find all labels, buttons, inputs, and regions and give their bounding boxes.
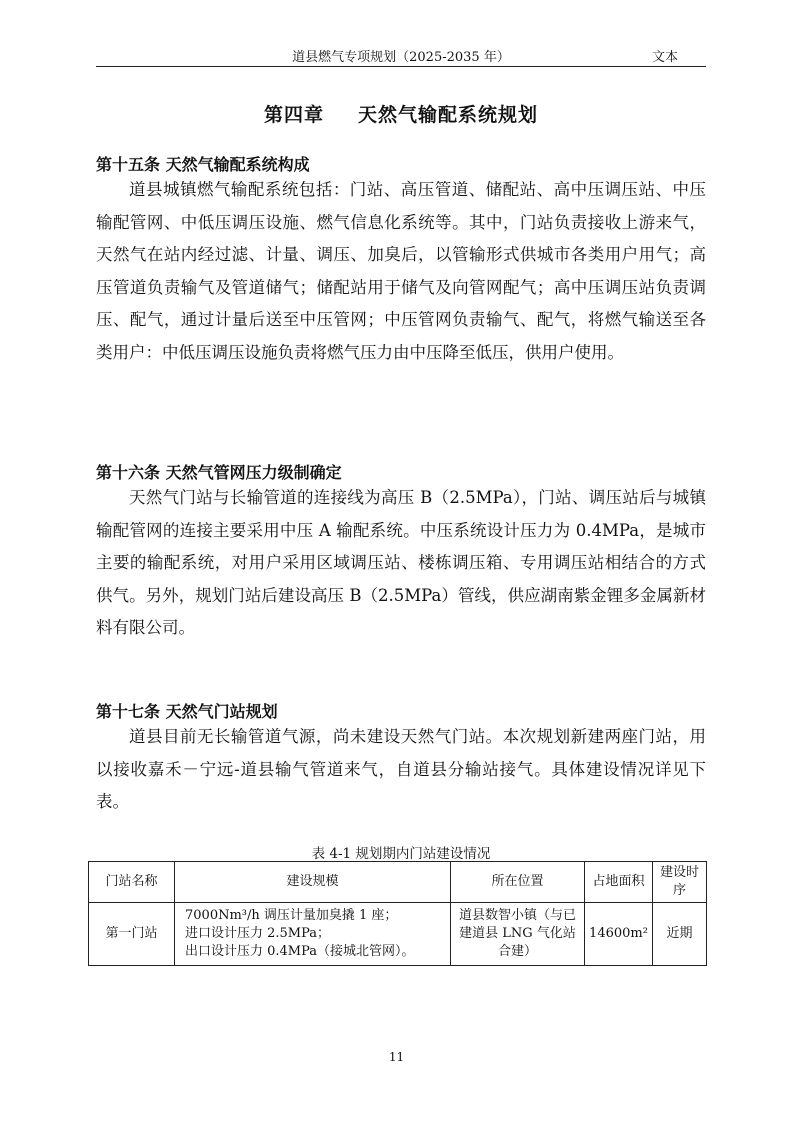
cell-name: 第一门站 [89, 903, 175, 966]
chapter-number: 第四章 [263, 104, 324, 126]
header-scale: 建设规模 [175, 862, 451, 903]
cell-sequence: 近期 [653, 903, 707, 966]
header-location: 所在位置 [451, 862, 585, 903]
cell-scale-line: 出口设计压力 0.4MPa（接城北管网）。 [185, 944, 415, 959]
chapter-heading [96, 100, 706, 127]
cell-scale-line: 进口设计压力 2.5MPa； [185, 926, 331, 941]
chapter-title: 天然气输配系统规划 [358, 104, 539, 126]
table-row [89, 903, 707, 966]
page-number: 11 [388, 1050, 405, 1064]
cell-scale-line: 7000Nm³/h 调压计量加臭撬 1 座； [185, 908, 398, 923]
cell-location: 道县数智小镇（与已建道县 LNG 气化站合建） [451, 903, 585, 966]
cell-area: 14600m² [585, 903, 653, 966]
cell-scale [175, 903, 451, 966]
header-area: 占地面积 [585, 862, 653, 903]
section-17-title: 第十七条 天然气门站规划 [96, 702, 278, 721]
table-header-row [89, 862, 707, 903]
section-16-body: 天然气门站与长输管道的连接线为高压 B（2.5MPa），门站、调压站后与城镇输配管网的连接主要采用中压 A 输配系统。中压系统设计压力为 0.4MPa，是城市主要的输配系统，对用户采用区域调压站、楼栋调压箱、专用调压站相结合的方式供气。另外，规划门站后建设高压 B（2.5MPa）管线，供应湖南紫金锂多金属新材料有限公司。 [96, 488, 706, 637]
header-sequence: 建设时序 [653, 862, 707, 903]
section-15-title: 第十五条 天然气输配系统构成 [96, 155, 310, 174]
page-header [96, 44, 706, 67]
section-17-body: 道县目前无长输管道气源，尚未建设天然气门站。本次规划新建两座门站，用以接收嘉禾－宁远-道县输气管道来气，自道县分输站接气。具体建设情况详见下表。 [96, 727, 706, 811]
header-title: 道县燃气专项规划（2025-2035 年） [292, 50, 510, 65]
section-15-body: 道县城镇燃气输配系统包括：门站、高压管道、储配站、高中压调压站、中压输配管网、中低压调压设施、燃气信息化系统等。其中，门站负责接收上游来气，天然气在站内经过滤、计量、调压、加臭后，以管输形式供城市各类用户用气；高压管道负责输气及管道储气；储配站用于储气及向管网配气；高中压调压站负责调压、配气，通过计量后送至中压管网；中压管网负责输气、配气，将燃气输送至各类用户：中低压调压设施负责将燃气压力由中压降至低压，供用户使用。 [96, 180, 706, 362]
header-tag: 文本 [651, 50, 678, 65]
section-16-title: 第十六条 天然气管网压力级制确定 [96, 463, 342, 482]
table-caption: 表 4-1 规划期内门站建设情况 [311, 846, 491, 862]
header-name: 门站名称 [89, 862, 175, 903]
gate-station-table [88, 861, 707, 966]
